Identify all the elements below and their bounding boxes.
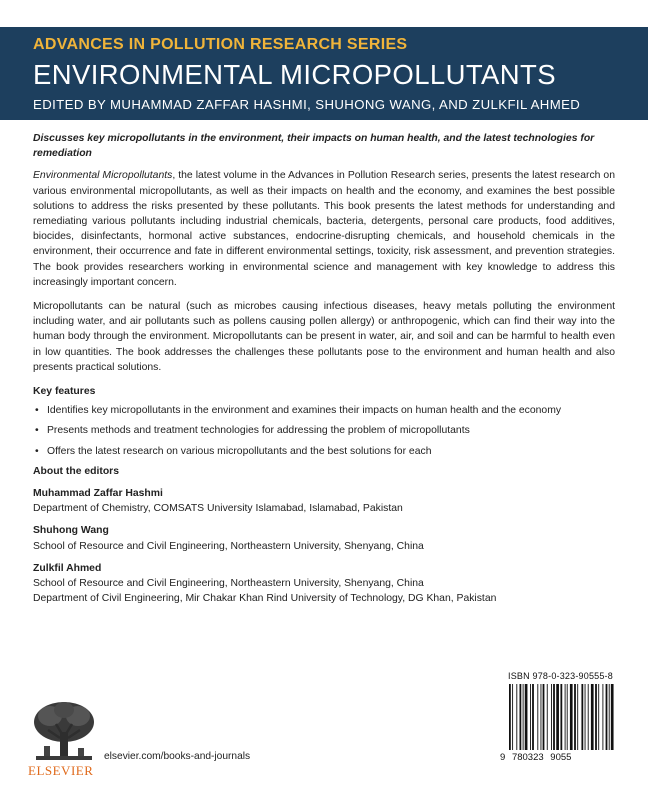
book-title: ENVIRONMENTAL MICROPOLLUTANTS	[33, 59, 556, 90]
editor-entry	[33, 561, 615, 607]
publisher-url[interactable]: elsevier.com/books-and-journals	[104, 751, 251, 762]
editor-affiliation: School of Resource and Civil Engineering, Northeastern University, Shenyang, China	[33, 578, 424, 590]
feature-item: • Identifies key micropollutants in the environment and examines their impacts on human health and the economy	[33, 403, 615, 418]
editor-name: Shuhong Wang	[33, 525, 109, 537]
description-text-1: , the latest volume in the Advances in Pollution Research series, presents the latest research on various environmental micropollutants, as well as their impacts on health and the economy, and examines the best possible solutions to address the risks presented by these pollutants. This book presents the latest methods for understanding and remediating various pollutants including industrial chemicals, bacteria, detergents, personal care products, food additives, biocides, disinfectants, hormonal active substances, endocrine-disrupting chemicals, and household chemicals in the environment, their occurrence and fate in different environmental settings, toxicity, risk assessment, and prevention strategies. The book provides researchers working in environmental science and management with key knowledge to address this increasingly important concern.	[33, 170, 615, 288]
description-paragraph-2: Micropollutants can be natural (such as microbes causing infectious diseases, heavy metals polluting the environment including water, and air pollutants such as pollens causing pollen allergy) or anthropogenic, which can find their way into the human body through the environment. Micropollutants can be present in water, air, and soil and can be harmful to health even in low quantities. The book addresses the challenges these pollutants pose to the environment and human health and also presents practical solutions.	[33, 301, 615, 373]
cover-header	[0, 27, 648, 120]
top-margin	[0, 0, 648, 27]
editors-line: EDITED BY MUHAMMAD ZAFFAR HASHMI, SHUHONG WANG, AND ZULKFIL AHMED	[33, 97, 581, 112]
barcode-digit-group: 780323	[511, 752, 544, 763]
editor-entry	[33, 523, 615, 553]
editor-affiliation: Department of Chemistry, COMSATS University Islamabad, Islamabad, Pakistan	[33, 503, 403, 515]
tagline: Discusses key micropollutants in the environment, their impacts on human health, and the latest technologies for remediation	[33, 133, 595, 160]
editor-affiliation: Department of Civil Engineering, Mir Chakar Khan Rind University of Technology, DG Khan, Pakistan	[33, 593, 497, 605]
key-features-list	[33, 403, 615, 459]
publisher-name: ELSEVIER	[28, 763, 94, 778]
barcode-digit-group: 9055	[550, 752, 572, 763]
key-features-heading: Key features	[33, 386, 96, 398]
barcode-addon-area	[617, 698, 648, 800]
isbn-barcode	[507, 684, 615, 750]
back-cover-text	[33, 131, 615, 613]
isbn-label: ISBN 978-0-323-90555-8	[508, 671, 613, 681]
editor-entry	[33, 486, 615, 516]
editor-name: Muhammad Zaffar Hashmi	[33, 488, 163, 500]
description-paragraph-1	[33, 168, 615, 290]
barcode-digit-group: 9	[500, 752, 506, 763]
series-name: ADVANCES IN POLLUTION RESEARCH SERIES	[33, 36, 408, 53]
book-title-italic: Environmental Micropollutants	[33, 170, 173, 182]
editor-name: Zulkfil Ahmed	[33, 562, 102, 574]
barcode-digits	[500, 752, 575, 763]
feature-item: • Presents methods and treatment technologies for addressing the problem of micropollutants	[33, 423, 615, 438]
feature-item: • Offers the latest research on various micropollutants and the best solutions for each	[33, 444, 615, 459]
editor-affiliation: School of Resource and Civil Engineering, Northeastern University, Shenyang, China	[33, 540, 424, 552]
about-editors-heading: About the editors	[33, 465, 120, 477]
elsevier-tree-logo	[30, 698, 98, 766]
